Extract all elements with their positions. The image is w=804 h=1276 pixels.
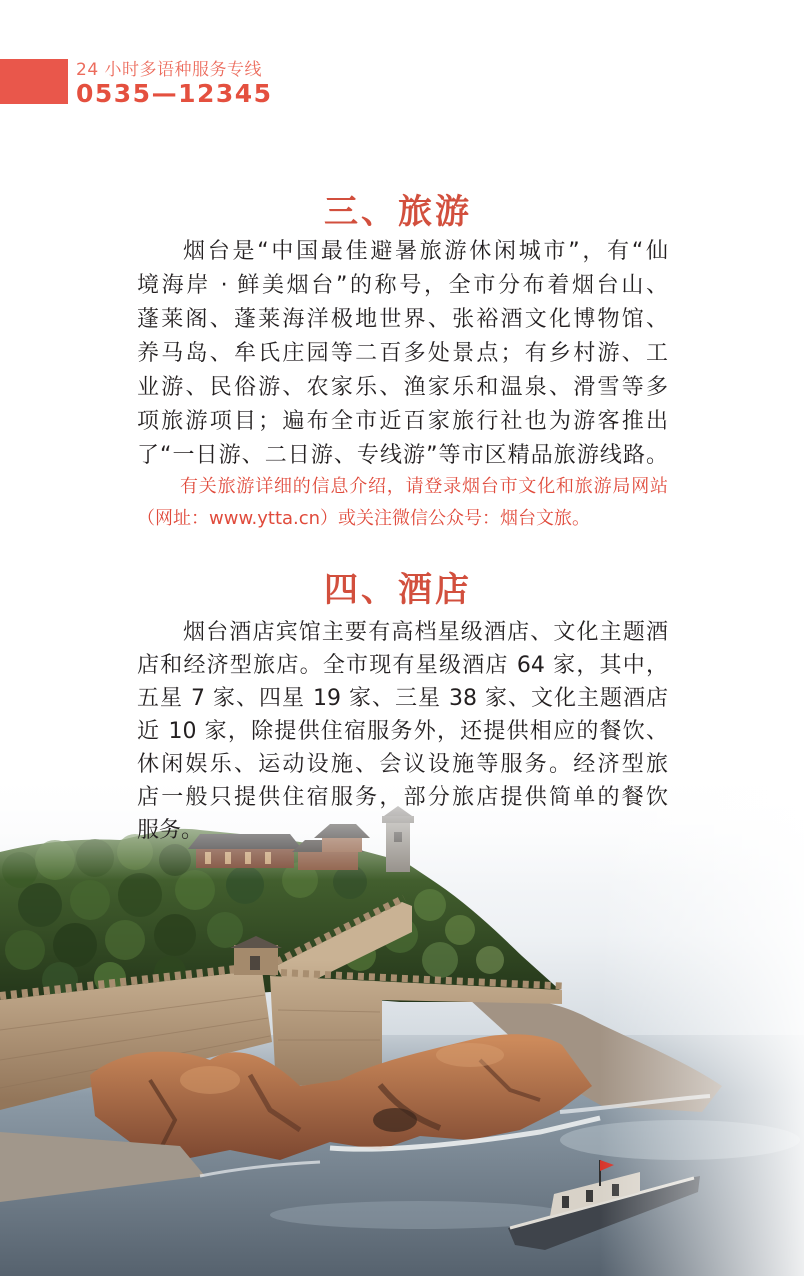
note-line: （网址：www.ytta.cn）或关注微信公众号：烟台文旅。 bbox=[137, 508, 591, 529]
section-heading-tourism: 三、旅游 bbox=[324, 192, 472, 232]
tourism-info-note bbox=[137, 471, 668, 535]
paragraph-line: 项旅游项目；遍布全市近百家旅行社也为游客推出 bbox=[137, 409, 668, 434]
paragraph-line: 了“一日游、二日游、专线游”等市区精品旅游线路。 bbox=[137, 443, 668, 468]
note-line: 有关旅游详细的信息介绍，请登录烟台市文化和旅游局网站 bbox=[180, 476, 668, 497]
paragraph-line: 五星 7 家、四星 19 家、三星 38 家、文化主题酒店 bbox=[137, 686, 668, 711]
section-heading-hotel: 四、酒店 bbox=[324, 570, 472, 610]
paragraph-line: 烟台酒店宾馆主要有高档星级酒店、文化主题酒 bbox=[183, 620, 668, 645]
hotline-number: 0535—12345 bbox=[76, 79, 273, 108]
paragraph-line: 近 10 家，除提供住宿服务外，还提供相应的餐饮、 bbox=[137, 719, 668, 744]
paragraph-line: 休闲娱乐、运动设施、会议设施等服务。经济型旅 bbox=[137, 752, 668, 777]
paragraph-line: 店一般只提供住宿服务，部分旅店提供简单的餐饮 bbox=[137, 785, 668, 810]
paragraph-line: 养马岛、牟氏庄园等二百多处景点；有乡村游、工 bbox=[137, 341, 668, 366]
hotline-label: 24 小时多语种服务专线 bbox=[76, 60, 263, 80]
hotel-paragraph bbox=[137, 616, 668, 847]
paragraph-line: 烟台是“中国最佳避暑旅游休闲城市”，有“仙 bbox=[183, 239, 668, 264]
tourism-paragraph bbox=[137, 235, 668, 473]
paragraph-line: 境海岸 · 鲜美烟台”的称号，全市分布着烟台山、 bbox=[137, 273, 668, 298]
paragraph-line: 业游、民俗游、农家乐、渔家乐和温泉、滑雪等多 bbox=[137, 375, 668, 400]
paragraph-line: 店和经济型旅店。全市现有星级酒店 64 家，其中， bbox=[137, 653, 668, 678]
paragraph-line: 蓬莱阁、蓬莱海洋极地世界、张裕酒文化博物馆、 bbox=[137, 307, 668, 332]
paragraph-line: 服务。 bbox=[137, 818, 204, 843]
hotline-accent-bar bbox=[0, 59, 68, 104]
